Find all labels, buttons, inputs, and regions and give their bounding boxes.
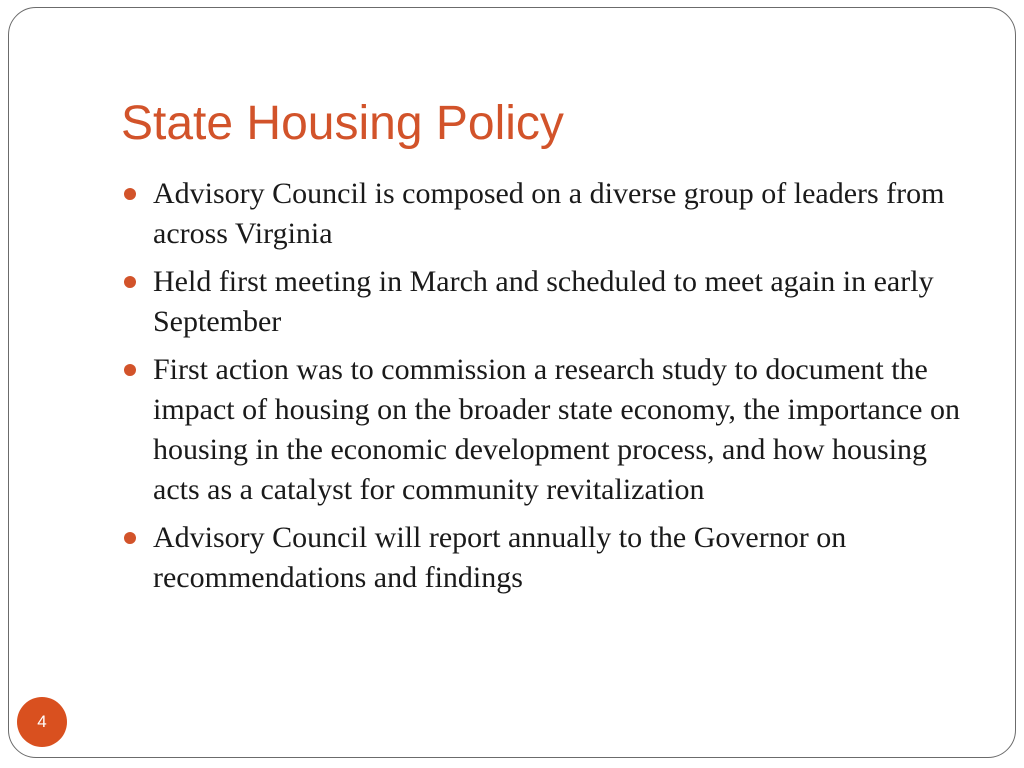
bullet-text: Advisory Council is composed on a diverse group of leaders from across Virginia	[153, 177, 945, 250]
bullet-text: First action was to commission a research study to document the impact of housing on the broader state economy, the importance on housing in the economic development process, and how housing acts as a catalyst for community revitalization	[153, 353, 960, 506]
bullet-dot-icon	[124, 188, 136, 200]
bullet-text: Advisory Council will report annually to the Governor on recommendations and findings	[153, 521, 847, 594]
bullet-item	[121, 174, 971, 254]
slide-title: State Housing Policy	[121, 97, 564, 150]
bullet-item	[121, 518, 971, 598]
bullet-text: Held first meeting in March and scheduled to meet again in early September	[153, 265, 934, 338]
bullet-dot-icon	[124, 532, 136, 544]
bullet-dot-icon	[124, 276, 136, 288]
slide-number-badge: 4	[17, 697, 67, 747]
bullet-item	[121, 262, 971, 342]
slide-frame	[8, 7, 1016, 758]
bullet-dot-icon	[124, 364, 136, 376]
bullet-list	[121, 174, 971, 606]
bullet-item	[121, 350, 971, 510]
